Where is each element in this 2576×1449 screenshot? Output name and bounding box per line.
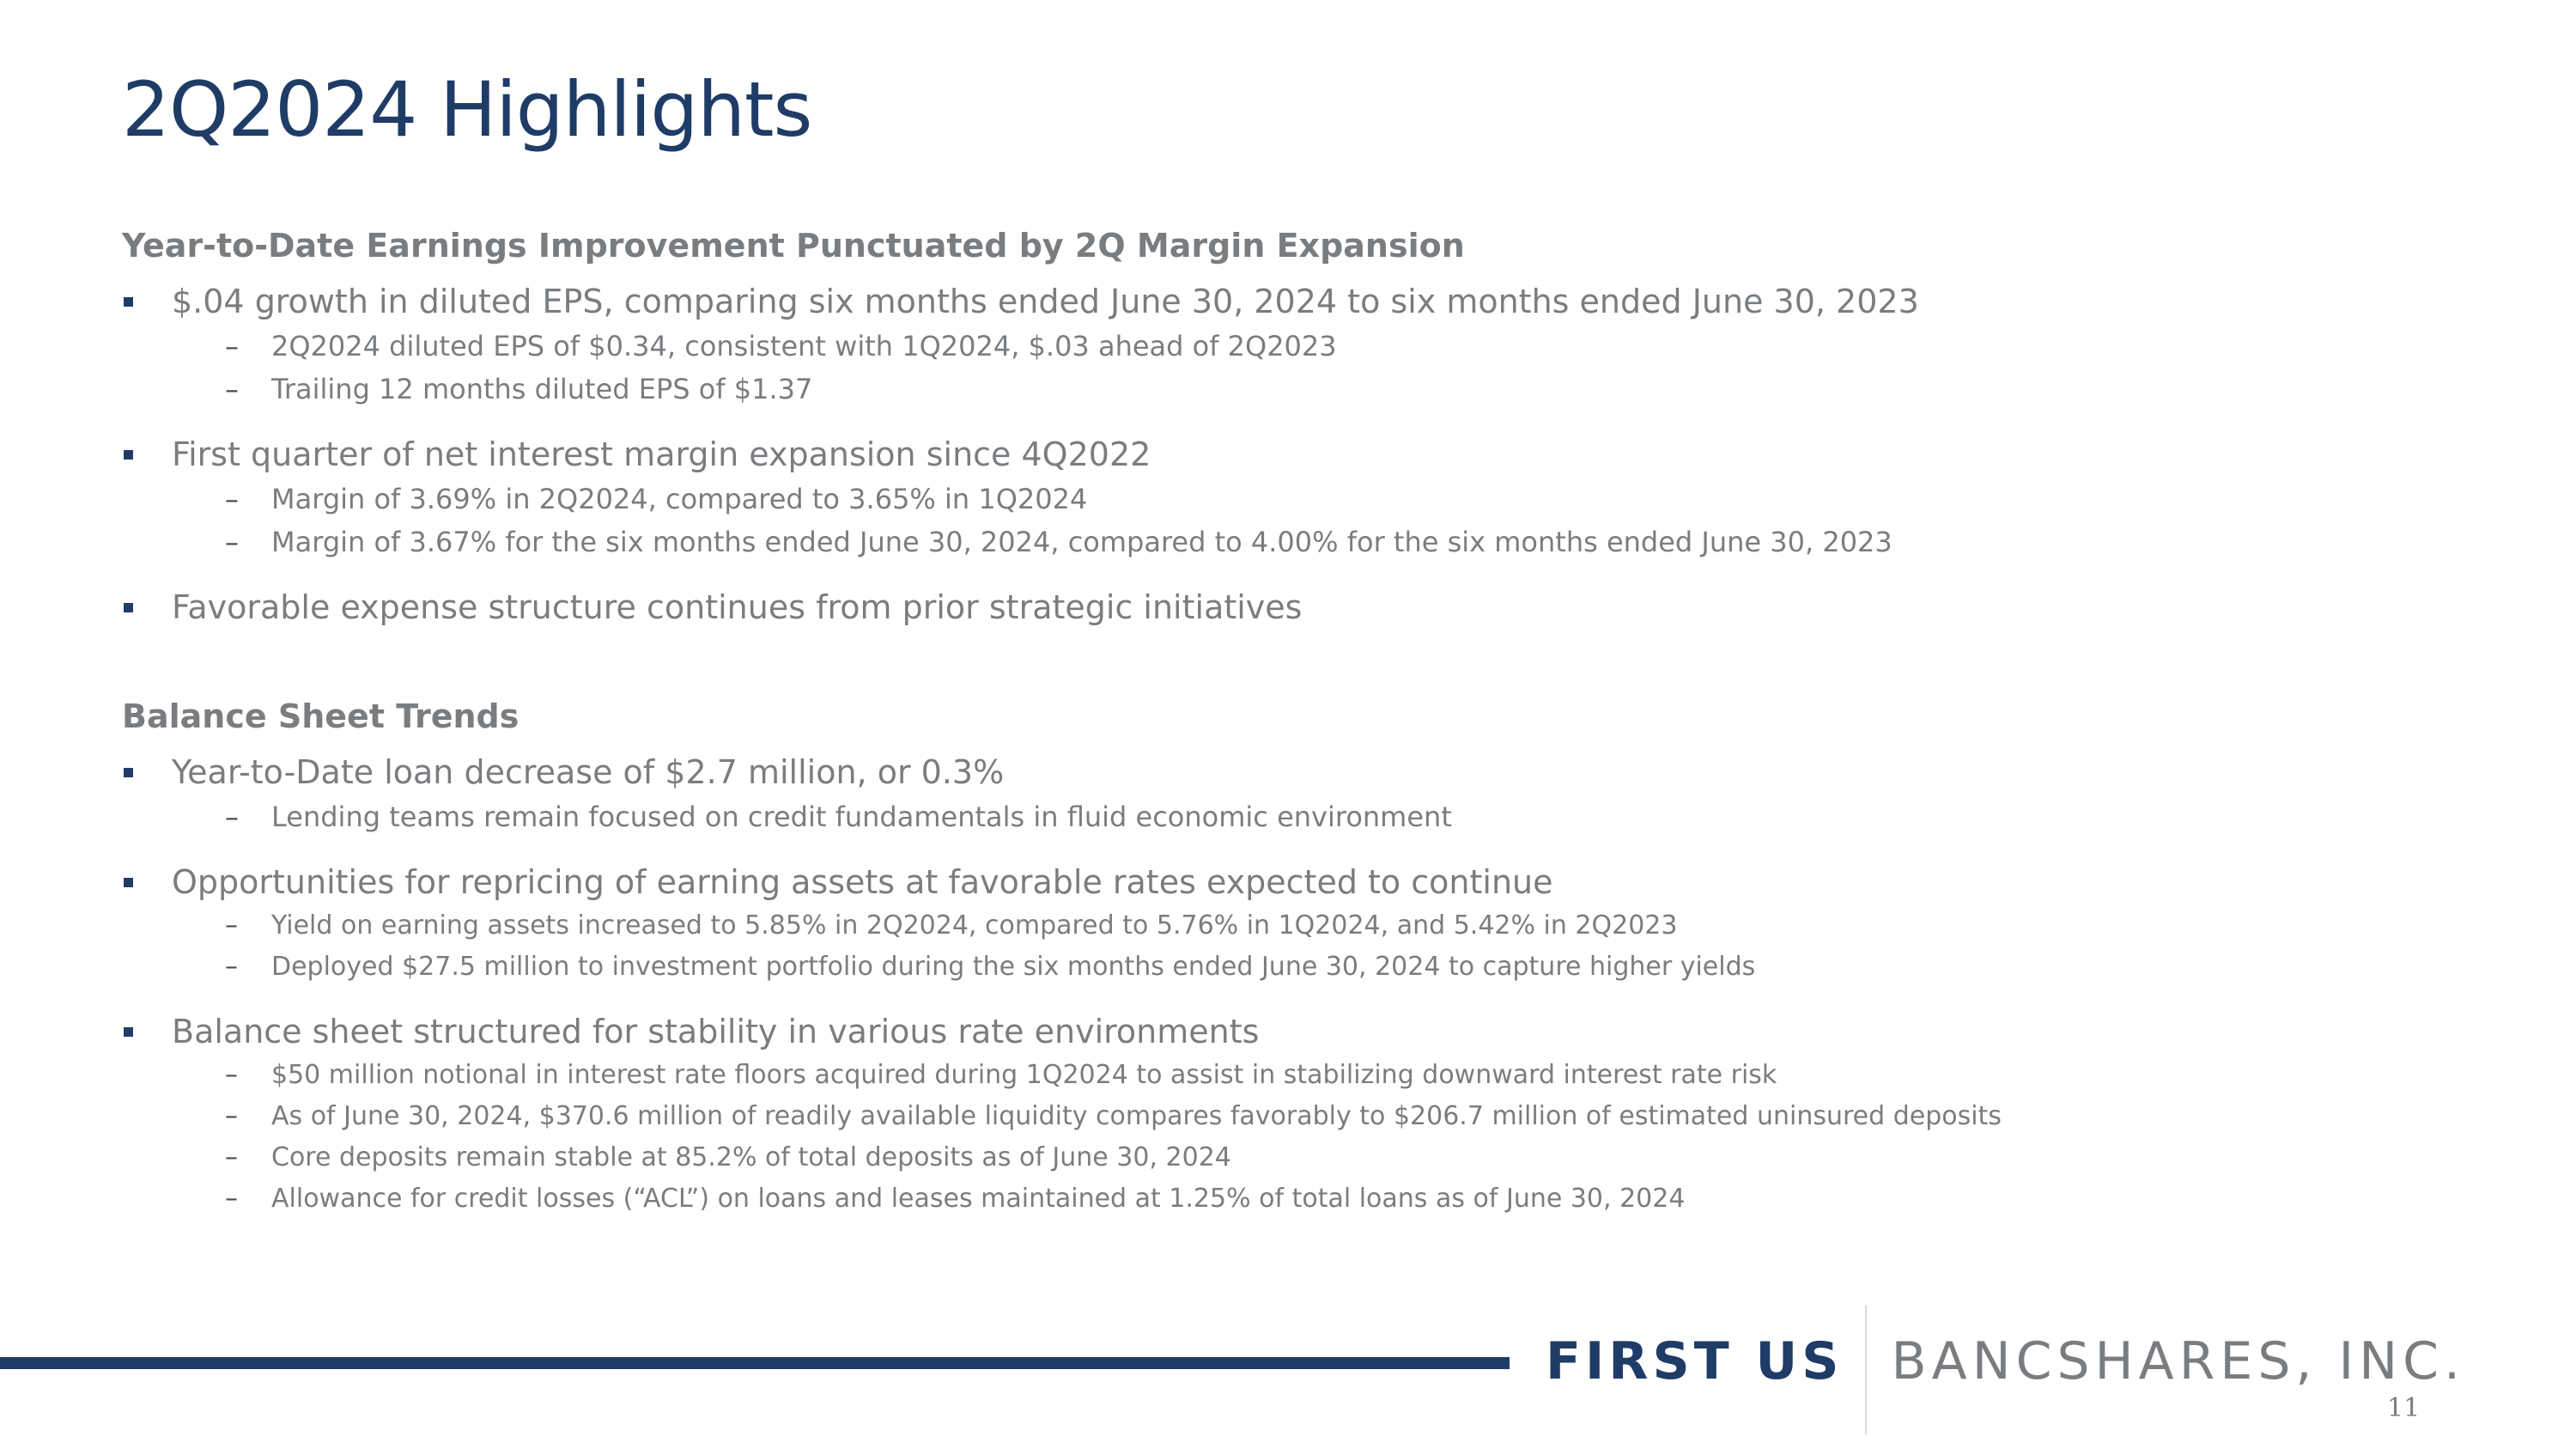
sub-bullet-text: $50 million notional in interest rate floors acquired during 1Q2024 to assist in stabilizing downward interest rate risk bbox=[271, 1060, 1777, 1090]
bullet-text: First quarter of net interest margin expansion since 4Q2022 bbox=[172, 435, 1151, 473]
sub-bullet-item bbox=[122, 325, 2320, 368]
sub-bullet-text: As of June 30, 2024, $370.6 million of readily available liquidity compares favorably to $206.7 million of estimated uninsured deposits bbox=[271, 1101, 2002, 1131]
sub-bullet-text: 2Q2024 diluted EPS of $0.34, consistent with 1Q2024, $.03 ahead of 2Q2023 bbox=[271, 330, 1337, 362]
sub-bullet-text: Core deposits remain stable at 85.2% of total deposits as of June 30, 2024 bbox=[271, 1142, 1231, 1172]
slide-title: 2Q2024 Highlights bbox=[122, 65, 812, 154]
sub-list bbox=[172, 1055, 2320, 1220]
dash-bullet-icon: – bbox=[225, 526, 239, 558]
section-heading: Balance Sheet Trends bbox=[122, 697, 519, 735]
square-bullet-icon bbox=[124, 297, 133, 307]
section-earnings bbox=[122, 222, 2320, 630]
bullet-text: $.04 growth in diluted EPS, comparing six months ended June 30, 2024 to six months ended June 30, 2023 bbox=[172, 283, 1919, 320]
square-bullet-icon bbox=[124, 1027, 133, 1037]
sub-bullet-item bbox=[122, 905, 2320, 947]
slide-content bbox=[122, 222, 2320, 1220]
bullet-text: Favorable expense structure continues from prior strategic initiatives bbox=[172, 588, 1303, 626]
bullet-item bbox=[122, 584, 2320, 630]
bullet-item bbox=[122, 1008, 2320, 1220]
sub-list bbox=[172, 905, 2320, 988]
footer-bar bbox=[0, 1357, 1510, 1369]
logo-divider bbox=[1865, 1306, 1867, 1434]
dash-bullet-icon: – bbox=[225, 1060, 238, 1090]
dash-bullet-icon: – bbox=[225, 801, 239, 833]
sub-bullet-item bbox=[122, 947, 2320, 988]
page-number: 11 bbox=[2387, 1393, 2421, 1423]
sub-bullet-text: Trailing 12 months diluted EPS of $1.37 bbox=[271, 373, 813, 405]
sub-list bbox=[172, 325, 2320, 411]
logo-bancshares: BANCSHARES, INC. bbox=[1891, 1331, 2466, 1391]
sub-bullet-text: Yield on earning assets increased to 5.85% in 2Q2024, compared to 5.76% in 1Q2024, and 5.42% in 2Q2023 bbox=[271, 910, 1678, 941]
section-balance-sheet bbox=[122, 692, 2320, 1220]
square-bullet-icon bbox=[124, 768, 133, 777]
dash-bullet-icon: – bbox=[225, 1184, 238, 1214]
sub-bullet-text: Deployed $27.5 million to investment portfolio during the six months ended June 30, 2024 to capture higher yields bbox=[271, 952, 1756, 982]
sub-list bbox=[172, 795, 2320, 838]
sub-bullet-text: Lending teams remain focused on credit fundamentals in fluid economic environment bbox=[271, 801, 1452, 833]
bullet-item bbox=[122, 859, 2320, 988]
sub-bullet-item bbox=[122, 478, 2320, 521]
dash-bullet-icon: – bbox=[225, 1101, 238, 1131]
square-bullet-icon bbox=[124, 878, 133, 887]
sub-list bbox=[172, 478, 2320, 563]
dash-bullet-icon: – bbox=[225, 373, 239, 405]
sub-bullet-text: Margin of 3.67% for the six months ended June 30, 2024, compared to 4.00% for the six months ended June 30, 2023 bbox=[271, 526, 1893, 558]
sub-bullet-text: Margin of 3.69% in 2Q2024, compared to 3.65% in 1Q2024 bbox=[271, 483, 1088, 515]
dash-bullet-icon: – bbox=[225, 910, 238, 941]
bullet-text: Balance sheet structured for stability in various rate environments bbox=[172, 1013, 1260, 1050]
bullet-list bbox=[122, 278, 2320, 630]
square-bullet-icon bbox=[124, 450, 133, 460]
bullet-text: Opportunities for repricing of earning assets at favorable rates expected to continue bbox=[172, 863, 1553, 901]
square-bullet-icon bbox=[124, 603, 133, 612]
dash-bullet-icon: – bbox=[225, 483, 239, 515]
sub-bullet-item bbox=[122, 795, 2320, 838]
section-spacer bbox=[122, 630, 2320, 692]
bullet-item bbox=[122, 431, 2320, 563]
bullet-item bbox=[122, 278, 2320, 411]
sub-bullet-item bbox=[122, 521, 2320, 563]
sub-bullet-item bbox=[122, 1178, 2320, 1220]
bullet-item bbox=[122, 749, 2320, 838]
dash-bullet-icon: – bbox=[225, 1142, 238, 1172]
bullet-list bbox=[122, 749, 2320, 1220]
company-logo bbox=[1546, 1323, 2465, 1400]
section-heading: Year-to-Date Earnings Improvement Punctuated by 2Q Margin Expansion bbox=[122, 227, 1465, 265]
sub-bullet-item bbox=[122, 368, 2320, 411]
sub-bullet-item bbox=[122, 1137, 2320, 1178]
sub-bullet-item bbox=[122, 1096, 2320, 1137]
sub-bullet-text: Allowance for credit losses (“ACL”) on loans and leases maintained at 1.25% of total loans as of June 30, 2024 bbox=[271, 1184, 1686, 1214]
logo-first-us: FIRST US bbox=[1546, 1331, 1844, 1391]
dash-bullet-icon: – bbox=[225, 330, 239, 362]
dash-bullet-icon: – bbox=[225, 952, 238, 982]
sub-bullet-item bbox=[122, 1055, 2320, 1096]
bullet-text: Year-to-Date loan decrease of $2.7 million, or 0.3% bbox=[172, 753, 1005, 791]
